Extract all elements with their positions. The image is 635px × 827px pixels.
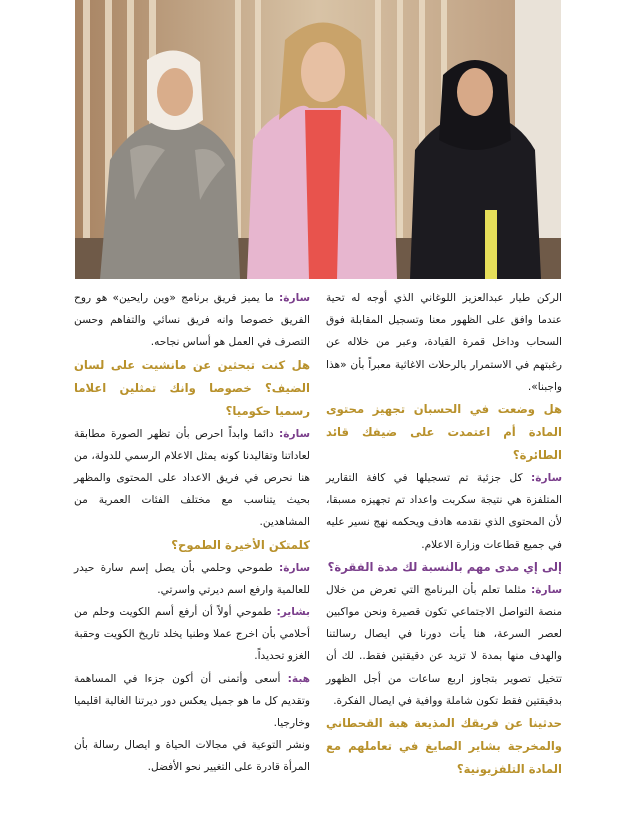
question-heading: هل وضعت في الحسبان تجهيز محتوى المادة أم اعتمدت على ضيفك قائد الطائرة؟ bbox=[326, 402, 562, 463]
answer-text: ما يميز فريق برنامج «وين رايحين» هو روح الفريق خصوصا وانه فريق نسائي والتفاهم وحسن التصرف في العمل هو أساس نجاحه. bbox=[74, 292, 310, 349]
answer-paragraph bbox=[74, 287, 310, 354]
paragraph: ونشر التوعية في مجالات الحياة و ايصال رسالة بأن المرأة قادرة على التغيير نحو الأفضل. bbox=[74, 739, 310, 774]
answer-text: كل جزئية تم تسجيلها في كافة التقارير المتلفزة هي نتيجة سكربت واعداد تم تجهيزه مسبقا، لأن المحتوى الذي نقدمه هادف ويحكمه نهج نسير عليه في جميع قطاعات وزارة الاعلام. bbox=[326, 472, 562, 551]
article-column-left bbox=[74, 287, 310, 779]
question-heading: هل كنت تبحثين عن مانشيت على لسان الضيف؟ خصوصا وانك تمثلين اعلاما رسميا حكوميا؟ bbox=[74, 357, 310, 418]
speaker-label: سارة: bbox=[531, 583, 562, 596]
answer-text: طموحي وحلمي بأن يصل إسم سارة حيدر للعالمية وارفع اسم ديرتي واسرتي. bbox=[74, 561, 310, 596]
question-heading: كلمتكن الأخيرة الطموح؟ bbox=[171, 537, 310, 552]
speaker-label: سارة: bbox=[531, 472, 562, 485]
answer-text: مثلما تعلم بأن البرنامج التي تعرض من خلال منصة التواصل الاجتماعي تكون قصيرة ونحن مواكبين لعصر السرعة، هنا يأت دورنا في ايصال رسالتنا والهدف منها بمدة لا تزيد عن دقيقتين فقط.. لك أن تتخيل تصوير بتجاوز اربع ساعات من أجل الظهور بدقيقتين فقط تكون شاملة ووافية في ايصال الفكرة. bbox=[326, 583, 562, 707]
answer-paragraph bbox=[326, 579, 562, 712]
speaker-label: بشاير: bbox=[276, 606, 310, 619]
answer-paragraph bbox=[326, 467, 562, 556]
answer-text: طموحي أولاً أن أرفع أسم الكويت وحلم من أحلامي بأن اخرج عملا وطنيا يخلد تاريخ الكويت وحقبة الغزو تحديداً. bbox=[74, 606, 310, 663]
answer-paragraph bbox=[74, 601, 310, 668]
question-heading: إلى إي مدى مهم بالنسبة لك مدة الفقرة؟ bbox=[327, 559, 562, 574]
group-portrait-photo bbox=[75, 0, 561, 279]
answer-paragraph bbox=[74, 557, 310, 601]
speaker-label: هبة: bbox=[287, 672, 310, 685]
answer-paragraph bbox=[74, 423, 310, 534]
question-heading: حدثينا عن فريقك المذيعة هبة القحطاني والمخرجة بشاير الصايغ في تعاملهم مع المادة التلفزيونية؟ bbox=[326, 716, 562, 777]
answer-text: دائما وابداً احرص بأن تظهر الصورة مطابقة لعاداتنا وتقاليدنا كونه يمثل الاعلام الرسمي للدولة، من هنا نحرص في فريق الاعداد على المحتوى والمظهر بحيث يتناسب مع مختلف الفئات العمرية من المشاهدين. bbox=[74, 427, 310, 529]
speaker-label: سارة: bbox=[279, 427, 310, 440]
paragraph: الركن طيار عبدالعزيز اللوغاني الذي أوجه له تحية عندما وافق على الظهور معنا وتسجيل المقابلة فوق السحاب وداخل قمرة القيادة، وعبر من خلاله عن رغبتهم في الاستمرار بالرحلات الاغاثية معبراً بأن «هذا واجبنا». bbox=[326, 292, 562, 393]
speaker-label: سارة: bbox=[279, 292, 310, 304]
article-column-right bbox=[326, 287, 562, 781]
answer-paragraph bbox=[74, 668, 310, 735]
speaker-label: سارة: bbox=[279, 561, 310, 574]
answer-text: أسعى وأتمنى أن أكون جزءا في المساهمة وتقديم كل ما هو جميل يعكس دور ديرتنا الغالية اقليميا وخارجيا. bbox=[74, 672, 310, 730]
